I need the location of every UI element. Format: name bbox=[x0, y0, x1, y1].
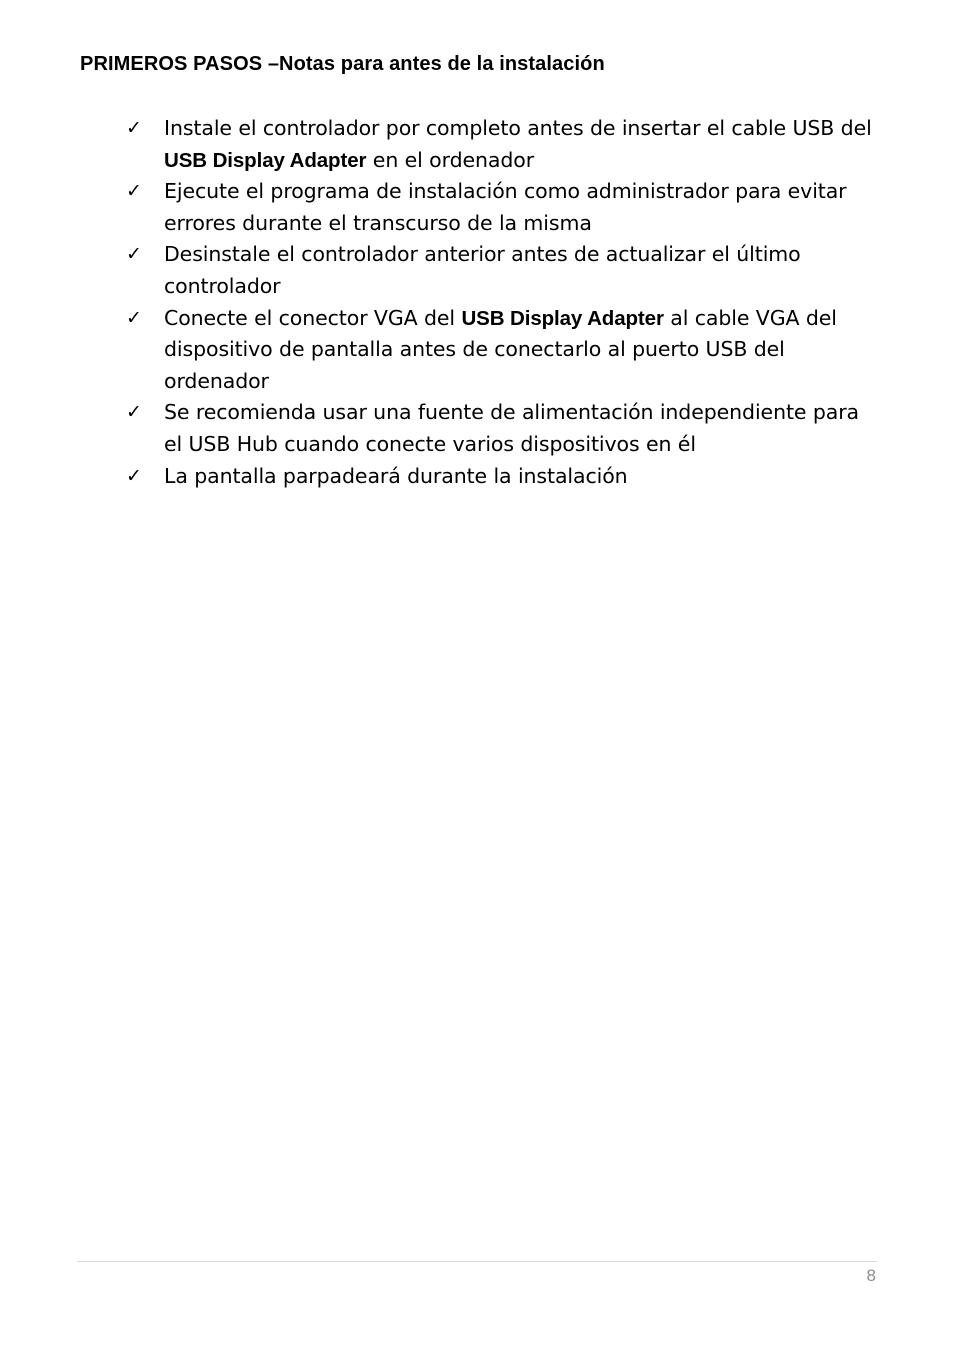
list-item-text bbox=[164, 116, 872, 172]
list-item bbox=[0, 113, 880, 176]
list-item bbox=[0, 176, 880, 239]
page-heading: PRIMEROS PASOS –Notas para antes de la instalación bbox=[80, 53, 605, 75]
check-mark-icon: ✓ bbox=[126, 464, 142, 487]
check-mark-icon: ✓ bbox=[126, 243, 142, 266]
installation-notes-list bbox=[0, 113, 954, 492]
list-item-text bbox=[164, 400, 859, 456]
item-text-start: La pantalla parpadeará durante la instalación bbox=[164, 463, 628, 488]
footer-divider bbox=[77, 1261, 877, 1262]
check-mark-icon: ✓ bbox=[126, 117, 142, 139]
list-item bbox=[0, 461, 880, 493]
item-text-start: Se recomienda usar una fuente de alimentación independiente para el USB Hub cuando conecte varios dispositivos en él bbox=[164, 400, 859, 456]
list-item bbox=[0, 239, 880, 302]
product-name: USB Display Adapter bbox=[164, 148, 367, 172]
item-text-start: Ejecute el programa de instalación como administrador para evitar errores durante el transcurso de la misma bbox=[164, 179, 847, 235]
check-mark-icon: ✓ bbox=[126, 180, 142, 203]
item-text-start: Conecte el conector VGA del bbox=[164, 305, 462, 330]
list-item-text bbox=[164, 242, 801, 298]
list-item bbox=[0, 397, 880, 460]
item-text-end: en el ordenador bbox=[366, 147, 535, 172]
item-text-start: Desinstale el controlador anterior antes de actualizar el último controlador bbox=[164, 242, 801, 298]
check-mark-icon: ✓ bbox=[126, 401, 142, 424]
item-text-end: al cable VGA del dispositivo de pantalla antes de conectarlo al puerto USB del ordenador bbox=[164, 305, 837, 393]
page-number: 8 bbox=[866, 1266, 876, 1285]
check-mark-icon: ✓ bbox=[126, 306, 142, 329]
list-item-text bbox=[164, 306, 837, 393]
list-item-text bbox=[164, 179, 847, 235]
list-item-text bbox=[164, 464, 628, 488]
list-item bbox=[0, 303, 880, 398]
product-name: USB Display Adapter bbox=[461, 306, 664, 330]
item-text-start: Instale el controlador por completo antes de insertar el cable USB del bbox=[164, 116, 872, 140]
